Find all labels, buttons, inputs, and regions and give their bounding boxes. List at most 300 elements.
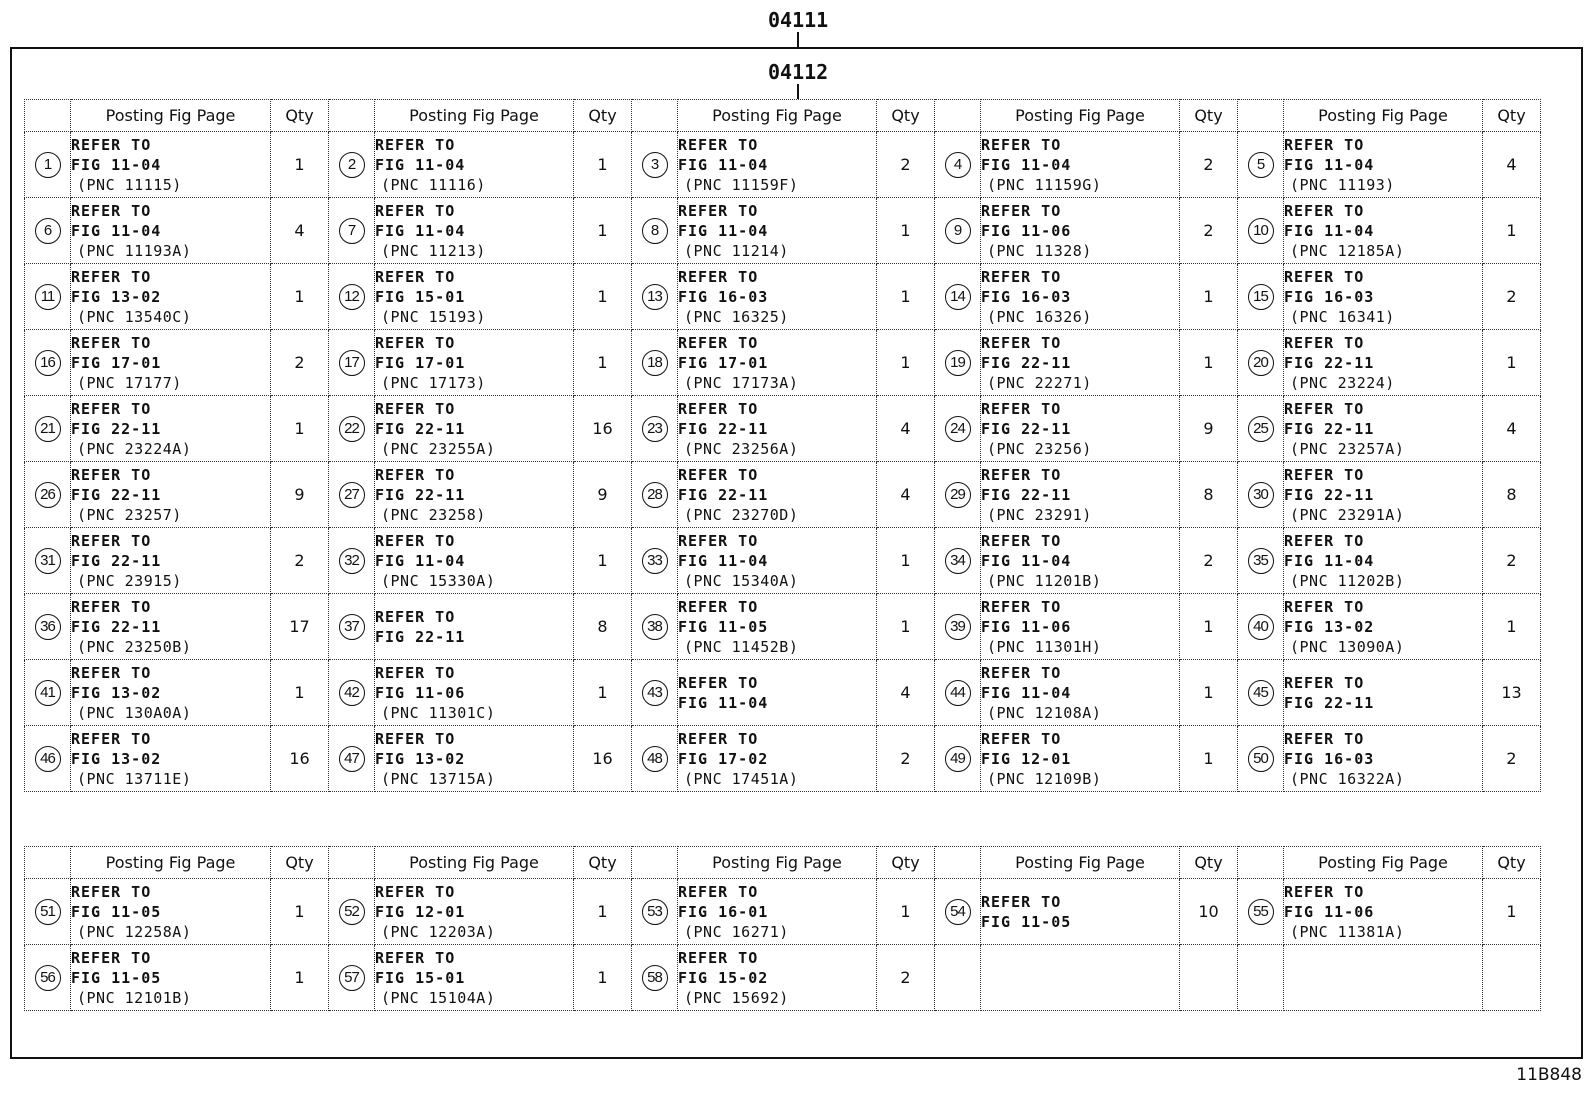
posting-ref-cell <box>981 132 1180 198</box>
part-number-cell <box>1238 264 1284 330</box>
qty-cell <box>1180 198 1238 264</box>
refer-to-text: REFER TO <box>981 729 1062 748</box>
fig-reference: FIG 22-11 <box>1284 353 1375 372</box>
posting-ref-cell <box>375 462 574 528</box>
refer-to-text: REFER TO <box>71 135 152 154</box>
part-number-cell <box>25 726 71 792</box>
refer-to-text: REFER TO <box>678 399 759 418</box>
part-number-cell <box>25 660 71 726</box>
qty-value: 1 <box>1506 617 1517 636</box>
part-number-cell <box>632 462 678 528</box>
refer-to-text: REFER TO <box>375 663 456 682</box>
posting-ref-cell <box>1284 198 1483 264</box>
part-number-cell <box>1238 726 1284 792</box>
fig-reference: FIG 17-01 <box>71 353 162 372</box>
header-posting-fig-page: Posting Fig Page <box>1284 100 1483 132</box>
part-number-cell <box>25 330 71 396</box>
part-number-cell <box>329 726 375 792</box>
posting-ref-cell <box>678 330 877 396</box>
refer-to-text: REFER TO <box>981 333 1062 352</box>
part-number-cell <box>632 528 678 594</box>
qty-cell <box>877 528 935 594</box>
qty-cell <box>271 132 329 198</box>
qty-value: 9 <box>1203 419 1214 438</box>
refer-to-text: REFER TO <box>981 465 1062 484</box>
part-number-cell <box>1238 462 1284 528</box>
pnc-reference: (PNC 17451A) <box>684 769 799 788</box>
header-posting-fig-page: Posting Fig Page <box>375 100 574 132</box>
posting-ref-cell <box>1284 528 1483 594</box>
posting-ref-cell <box>981 396 1180 462</box>
posting-ref-cell <box>678 726 877 792</box>
posting-ref-cell <box>71 462 271 528</box>
posting-ref-cell <box>981 330 1180 396</box>
pnc-reference: (PNC 13711E) <box>77 769 192 788</box>
part-number-cell <box>935 726 981 792</box>
pnc-reference: (PNC 11328) <box>987 241 1092 260</box>
qty-value: 1 <box>597 968 608 987</box>
qty-value: 4 <box>900 485 911 504</box>
qty-value: 2 <box>1506 551 1517 570</box>
qty-cell <box>1180 330 1238 396</box>
header-blank-cell <box>935 847 981 879</box>
fig-reference: FIG 22-11 <box>71 551 162 570</box>
pnc-reference: (PNC 11201B) <box>987 571 1102 590</box>
header-blank-cell <box>1238 847 1284 879</box>
refer-to-text: REFER TO <box>981 135 1062 154</box>
part-number-cell <box>25 528 71 594</box>
callout-number: 11 <box>35 284 61 310</box>
qty-value: 8 <box>597 617 608 636</box>
callout-number: 47 <box>339 746 365 772</box>
part-number-cell <box>632 198 678 264</box>
posting-ref-cell <box>678 462 877 528</box>
qty-cell <box>1483 726 1541 792</box>
header-blank-cell <box>329 100 375 132</box>
part-number-cell <box>935 330 981 396</box>
posting-ref-cell <box>981 264 1180 330</box>
table-row <box>25 396 1541 462</box>
callout-number: 36 <box>35 614 61 640</box>
table-row <box>25 264 1541 330</box>
part-number-cell <box>935 198 981 264</box>
pnc-reference: (PNC 23256A) <box>684 439 799 458</box>
sub-code-label: 04112 <box>768 60 829 84</box>
fig-reference: FIG 11-04 <box>71 221 162 240</box>
pnc-reference: (PNC 130A0A) <box>77 703 192 722</box>
qty-value: 4 <box>900 683 911 702</box>
parts-table-2 <box>24 846 1541 1011</box>
part-number-cell <box>1238 330 1284 396</box>
callout-number: 4 <box>945 152 971 178</box>
refer-to-text: REFER TO <box>1284 673 1365 692</box>
qty-value: 1 <box>597 353 608 372</box>
part-number-cell <box>329 660 375 726</box>
fig-reference: FIG 22-11 <box>375 627 466 646</box>
pnc-reference: (PNC 11381A) <box>1290 922 1405 941</box>
qty-cell <box>574 945 632 1011</box>
refer-to-text: REFER TO <box>678 333 759 352</box>
part-number-cell <box>329 879 375 945</box>
pnc-reference: (PNC 16322A) <box>1290 769 1405 788</box>
qty-cell <box>1180 660 1238 726</box>
fig-reference: FIG 11-04 <box>1284 221 1375 240</box>
part-number-cell <box>25 396 71 462</box>
callout-number: 50 <box>1248 746 1274 772</box>
fig-reference: FIG 22-11 <box>981 485 1072 504</box>
fig-reference: FIG 11-05 <box>981 912 1072 931</box>
table-row <box>25 462 1541 528</box>
fig-reference: FIG 13-02 <box>71 287 162 306</box>
posting-ref-cell <box>678 660 877 726</box>
pnc-reference: (PNC 13090A) <box>1290 637 1405 656</box>
qty-value: 1 <box>900 287 911 306</box>
qty-value: 1 <box>1203 353 1214 372</box>
qty-value: 1 <box>1203 749 1214 768</box>
callout-number: 23 <box>642 416 668 442</box>
callout-number: 17 <box>339 350 365 376</box>
header-posting-fig-page: Posting Fig Page <box>678 100 877 132</box>
fig-reference: FIG 11-06 <box>981 617 1072 636</box>
qty-value: 1 <box>294 968 305 987</box>
qty-value: 2 <box>900 155 911 174</box>
pnc-reference: (PNC 11116) <box>381 175 486 194</box>
qty-value: 16 <box>592 749 613 768</box>
posting-ref-cell <box>678 132 877 198</box>
part-number-cell <box>935 132 981 198</box>
fig-reference: FIG 22-11 <box>71 485 162 504</box>
pnc-reference: (PNC 17173) <box>381 373 486 392</box>
qty-cell <box>1180 396 1238 462</box>
callout-number: 21 <box>35 416 61 442</box>
part-number-cell <box>329 396 375 462</box>
posting-ref-cell <box>1284 462 1483 528</box>
header-qty: Qty <box>1180 847 1238 879</box>
header-blank-cell <box>632 100 678 132</box>
part-number-cell <box>329 264 375 330</box>
table-row <box>25 528 1541 594</box>
pnc-reference: (PNC 16271) <box>684 922 789 941</box>
part-number-cell <box>25 264 71 330</box>
qty-cell <box>877 264 935 330</box>
posting-ref-cell <box>678 528 877 594</box>
part-number-cell <box>632 660 678 726</box>
header-qty: Qty <box>1180 100 1238 132</box>
qty-cell <box>271 198 329 264</box>
refer-to-text: REFER TO <box>981 892 1062 911</box>
refer-to-text: REFER TO <box>375 267 456 286</box>
fig-reference: FIG 11-04 <box>1284 155 1375 174</box>
qty-cell <box>877 462 935 528</box>
qty-value: 9 <box>597 485 608 504</box>
callout-number: 52 <box>339 899 365 925</box>
header-posting-fig-page: Posting Fig Page <box>1284 847 1483 879</box>
part-number-cell <box>935 660 981 726</box>
pnc-reference: (PNC 17173A) <box>684 373 799 392</box>
part-number-cell <box>329 945 375 1011</box>
posting-ref-cell <box>981 660 1180 726</box>
fig-reference: FIG 17-01 <box>678 353 769 372</box>
qty-cell <box>574 660 632 726</box>
qty-cell <box>574 264 632 330</box>
qty-cell <box>1483 198 1541 264</box>
fig-reference: FIG 11-05 <box>71 902 162 921</box>
fig-reference: FIG 13-02 <box>71 749 162 768</box>
pnc-reference: (PNC 15692) <box>684 988 789 1007</box>
posting-ref-cell <box>1284 945 1483 1011</box>
qty-value: 8 <box>1203 485 1214 504</box>
pnc-reference: (PNC 23255A) <box>381 439 496 458</box>
posting-ref-cell <box>1284 726 1483 792</box>
part-number-cell <box>329 594 375 660</box>
fig-reference: FIG 12-01 <box>375 902 466 921</box>
refer-to-text: REFER TO <box>1284 201 1365 220</box>
qty-cell <box>271 396 329 462</box>
posting-ref-cell <box>71 396 271 462</box>
callout-number: 30 <box>1248 482 1274 508</box>
posting-ref-cell <box>981 726 1180 792</box>
qty-value: 2 <box>900 968 911 987</box>
pnc-reference: (PNC 23270D) <box>684 505 799 524</box>
fig-reference: FIG 11-04 <box>678 155 769 174</box>
fig-reference: FIG 22-11 <box>71 617 162 636</box>
pnc-reference: (PNC 16326) <box>987 307 1092 326</box>
qty-cell <box>1483 879 1541 945</box>
fig-reference: FIG 11-06 <box>375 683 466 702</box>
pnc-reference: (PNC 23291) <box>987 505 1092 524</box>
qty-value: 2 <box>294 353 305 372</box>
header-blank-cell <box>1238 100 1284 132</box>
qty-cell <box>574 594 632 660</box>
table-row <box>25 945 1541 1011</box>
part-number-cell <box>1238 879 1284 945</box>
header-blank-cell <box>25 847 71 879</box>
table-row <box>25 132 1541 198</box>
part-number-cell <box>1238 132 1284 198</box>
fig-reference: FIG 11-04 <box>375 155 466 174</box>
fig-reference: FIG 11-06 <box>1284 902 1375 921</box>
callout-number: 20 <box>1248 350 1274 376</box>
posting-ref-cell <box>678 396 877 462</box>
callout-number: 28 <box>642 482 668 508</box>
refer-to-text: REFER TO <box>678 267 759 286</box>
pnc-reference: (PNC 11301H) <box>987 637 1102 656</box>
refer-to-text: REFER TO <box>375 607 456 626</box>
refer-to-text: REFER TO <box>1284 399 1365 418</box>
qty-cell <box>271 528 329 594</box>
posting-ref-cell <box>678 879 877 945</box>
posting-ref-cell <box>375 396 574 462</box>
fig-reference: FIG 11-04 <box>1284 551 1375 570</box>
qty-cell <box>271 330 329 396</box>
qty-cell <box>574 462 632 528</box>
qty-cell <box>1180 726 1238 792</box>
table-row <box>25 879 1541 945</box>
callout-number: 2 <box>339 152 365 178</box>
callout-number: 29 <box>945 482 971 508</box>
callout-number: 12 <box>339 284 365 310</box>
pnc-reference: (PNC 11159F) <box>684 175 799 194</box>
fig-reference: FIG 22-11 <box>1284 693 1375 712</box>
refer-to-text: REFER TO <box>375 333 456 352</box>
part-number-cell <box>632 264 678 330</box>
part-number-cell <box>25 879 71 945</box>
callout-number: 26 <box>35 482 61 508</box>
callout-number: 49 <box>945 746 971 772</box>
qty-cell <box>877 594 935 660</box>
callout-number: 56 <box>35 965 61 991</box>
part-number-cell <box>25 594 71 660</box>
qty-value: 1 <box>597 683 608 702</box>
part-number-cell <box>935 264 981 330</box>
qty-value: 1 <box>294 419 305 438</box>
fig-reference: FIG 22-11 <box>678 485 769 504</box>
fig-reference: FIG 11-04 <box>981 683 1072 702</box>
qty-value: 1 <box>900 902 911 921</box>
qty-cell <box>1483 330 1541 396</box>
callout-number: 45 <box>1248 680 1274 706</box>
pnc-reference: (PNC 12101B) <box>77 988 192 1007</box>
qty-value: 1 <box>1203 683 1214 702</box>
posting-ref-cell <box>71 945 271 1011</box>
qty-value: 1 <box>900 353 911 372</box>
pnc-reference: (PNC 15104A) <box>381 988 496 1007</box>
header-qty: Qty <box>574 847 632 879</box>
callout-number: 46 <box>35 746 61 772</box>
header-posting-fig-page: Posting Fig Page <box>981 847 1180 879</box>
callout-number: 22 <box>339 416 365 442</box>
qty-cell <box>574 132 632 198</box>
part-number-cell <box>25 462 71 528</box>
part-number-cell <box>1238 198 1284 264</box>
fig-reference: FIG 22-11 <box>1284 485 1375 504</box>
callout-number: 16 <box>35 350 61 376</box>
qty-value: 10 <box>1198 902 1219 921</box>
qty-value: 1 <box>1203 287 1214 306</box>
pnc-reference: (PNC 23224A) <box>77 439 192 458</box>
header-posting-fig-page: Posting Fig Page <box>375 847 574 879</box>
fig-reference: FIG 11-04 <box>678 551 769 570</box>
callout-number: 33 <box>642 548 668 574</box>
refer-to-text: REFER TO <box>71 729 152 748</box>
refer-to-text: REFER TO <box>71 399 152 418</box>
part-number-cell <box>935 528 981 594</box>
posting-ref-cell <box>71 264 271 330</box>
qty-cell <box>877 132 935 198</box>
refer-to-text: REFER TO <box>71 465 152 484</box>
qty-cell <box>271 264 329 330</box>
pnc-reference: (PNC 12109B) <box>987 769 1102 788</box>
fig-reference: FIG 13-02 <box>71 683 162 702</box>
qty-cell <box>877 726 935 792</box>
header-blank-cell <box>25 100 71 132</box>
callout-number: 44 <box>945 680 971 706</box>
posting-ref-cell <box>71 330 271 396</box>
header-posting-fig-page: Posting Fig Page <box>71 847 271 879</box>
refer-to-text: REFER TO <box>375 399 456 418</box>
callout-number: 15 <box>1248 284 1274 310</box>
fig-reference: FIG 22-11 <box>375 419 466 438</box>
refer-to-text: REFER TO <box>71 531 152 550</box>
refer-to-text: REFER TO <box>678 673 759 692</box>
pnc-reference: (PNC 23250B) <box>77 637 192 656</box>
posting-ref-cell <box>375 594 574 660</box>
fig-reference: FIG 22-11 <box>678 419 769 438</box>
pnc-reference: (PNC 11159G) <box>987 175 1102 194</box>
refer-to-text: REFER TO <box>678 948 759 967</box>
part-number-cell <box>935 462 981 528</box>
qty-cell <box>271 462 329 528</box>
part-number-cell <box>25 198 71 264</box>
header-qty: Qty <box>877 100 935 132</box>
fig-reference: FIG 15-02 <box>678 968 769 987</box>
posting-ref-cell <box>1284 594 1483 660</box>
pnc-reference: (PNC 23257) <box>77 505 182 524</box>
qty-value: 1 <box>597 221 608 240</box>
fig-reference: FIG 12-01 <box>981 749 1072 768</box>
table-row <box>25 198 1541 264</box>
callout-number: 53 <box>642 899 668 925</box>
callout-number: 13 <box>642 284 668 310</box>
part-number-cell <box>632 945 678 1011</box>
fig-reference: FIG 22-11 <box>981 353 1072 372</box>
header-blank-cell <box>632 847 678 879</box>
part-number-cell <box>935 396 981 462</box>
posting-ref-cell <box>1284 660 1483 726</box>
fig-reference: FIG 11-05 <box>678 617 769 636</box>
fig-reference: FIG 11-04 <box>71 155 162 174</box>
qty-cell <box>271 594 329 660</box>
callout-number: 39 <box>945 614 971 640</box>
callout-number: 58 <box>642 965 668 991</box>
qty-value: 1 <box>294 287 305 306</box>
fig-reference: FIG 16-03 <box>1284 287 1375 306</box>
qty-value: 1 <box>900 221 911 240</box>
qty-value: 1 <box>597 902 608 921</box>
fig-reference: FIG 17-01 <box>375 353 466 372</box>
qty-cell <box>877 945 935 1011</box>
header-qty: Qty <box>1483 847 1541 879</box>
refer-to-text: REFER TO <box>71 333 152 352</box>
posting-ref-cell <box>678 594 877 660</box>
sub-leader-line <box>797 84 799 99</box>
pnc-reference: (PNC 16325) <box>684 307 789 326</box>
callout-number: 25 <box>1248 416 1274 442</box>
fig-reference: FIG 16-03 <box>678 287 769 306</box>
refer-to-text: REFER TO <box>375 201 456 220</box>
posting-ref-cell <box>71 594 271 660</box>
qty-value: 4 <box>294 221 305 240</box>
callout-number: 19 <box>945 350 971 376</box>
qty-cell <box>1483 462 1541 528</box>
qty-cell <box>574 198 632 264</box>
fig-reference: FIG 11-04 <box>375 221 466 240</box>
qty-cell <box>1483 396 1541 462</box>
refer-to-text: REFER TO <box>1284 267 1365 286</box>
pnc-reference: (PNC 15340A) <box>684 571 799 590</box>
pnc-reference: (PNC 12258A) <box>77 922 192 941</box>
qty-value: 2 <box>1506 287 1517 306</box>
table-row <box>25 594 1541 660</box>
refer-to-text: REFER TO <box>981 663 1062 682</box>
pnc-reference: (PNC 12185A) <box>1290 241 1405 260</box>
callout-number: 24 <box>945 416 971 442</box>
qty-value: 1 <box>597 551 608 570</box>
fig-reference: FIG 11-05 <box>71 968 162 987</box>
qty-value: 2 <box>900 749 911 768</box>
fig-reference: FIG 22-11 <box>71 419 162 438</box>
callout-number: 51 <box>35 899 61 925</box>
